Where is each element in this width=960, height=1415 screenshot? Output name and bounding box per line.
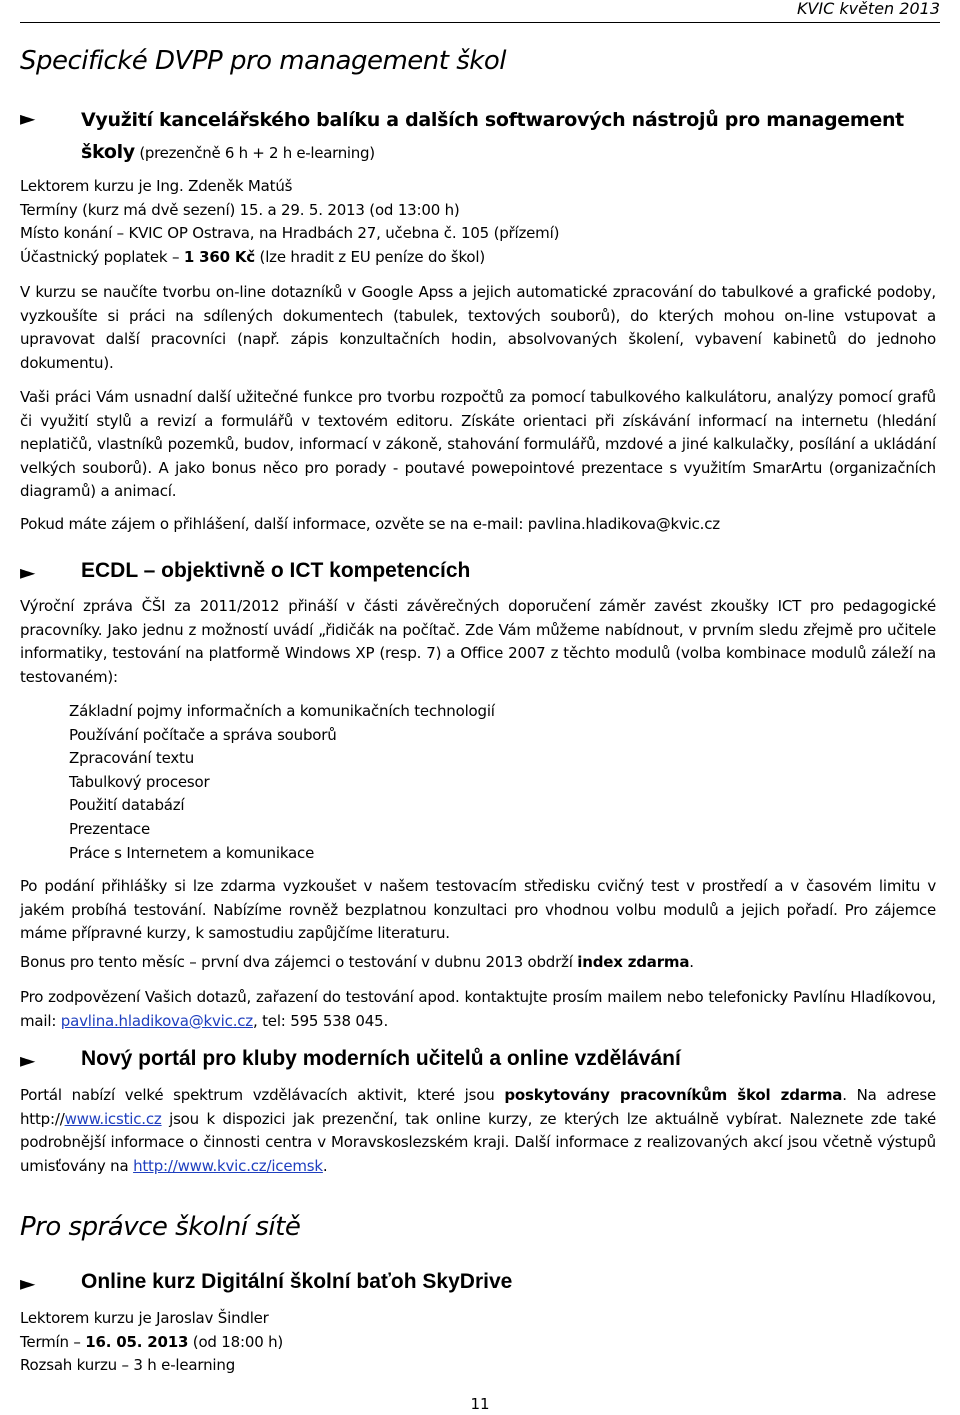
section-heading-management: Specifické DVPP pro management škol	[20, 46, 506, 76]
course-lecturer: Lektorem kurzu je Ing. Zdeněk Matúš	[20, 177, 293, 195]
course-description-2: Vaši práci Vám usnadní další užitečné funkce pro tvorbu rozpočtů za pomocí tabulkového kalkulátoru, analýzy pomocí grafů či využití stylů a revizí a formulářů v textovém editoru. Získáte orientaci při získávání informací na internetu (hledání neplatičů, vlastníků pozemků, budov, informací v zákoně, stahování formulářů, mzdové a jiné kalkulačky, posílání a ukládání velkých souborů). A jako bonus něco pro porady - poutavé powepointové prezentace s využitím SmarArtu (organizačních diagramů) a animací.	[20, 388, 936, 500]
bonus-bold: index zdarma	[577, 953, 690, 971]
skydrive-lecturer: Lektorem kurzu je Jaroslav Šindler	[20, 1309, 269, 1327]
contact-prefix: Pro zodpovězení Vašich dotazů, zařazení do testování apod. kontaktujte prosím mailem nebo telefonicky Pavlínu Hladíkovou, mail:	[20, 988, 936, 1030]
list-item: Základní pojmy informačních a komunikačních technologií	[69, 702, 495, 720]
list-item: Použití databází	[69, 796, 185, 815]
course-dates: Termíny (kurz má dvě sezení) 15. a 29. 5. 2013 (od 13:00 h)	[20, 201, 460, 219]
date-bold: 16. 05. 2013	[85, 1333, 189, 1351]
course-fee	[20, 246, 485, 270]
course-title-hours: (prezenčně 6 h + 2 h e-learning)	[134, 144, 375, 162]
course-title-skydrive: Online kurz Digitální školní baťoh SkyDrive	[81, 1270, 513, 1293]
portal-text-d: .	[322, 1156, 328, 1175]
page-header: KVIC květen 2013	[796, 0, 940, 18]
email-link[interactable]: pavlina.hladikova@kvic.cz	[60, 1011, 253, 1030]
fee-suffix: (lze hradit z EU peníze do škol)	[254, 248, 486, 266]
date-suffix: (od 18:00 h)	[188, 1333, 284, 1351]
course-title-line1: Využití kancelářského balíku a dalších softwarových nástrojů pro management	[81, 109, 904, 131]
ecdl-module-list	[69, 700, 495, 865]
bullet-arrow-icon: ►	[20, 1271, 36, 1295]
kvic-icemsk-link[interactable]: http://www.kvic.cz/icemsk	[133, 1156, 323, 1175]
course-title-line2-bold: školy	[81, 141, 135, 163]
header-rule	[20, 22, 940, 23]
section-heading-network-admin: Pro správce školní sítě	[20, 1212, 301, 1242]
list-item: Práce s Internetem a komunikace	[69, 843, 315, 862]
list-item: Zpracování textu	[69, 749, 195, 768]
portal-text-a: Portál nabízí velké spektrum vzdělávacích aktivit, které jsou	[20, 1086, 505, 1104]
bullet-arrow-icon: ►	[20, 1048, 36, 1072]
course-contact: Pokud máte zájem o přihlášení, další informace, ozvěte se na e-mail: pavlina.hladikova@kvic.cz	[20, 515, 720, 533]
course-place: Místo konání – KVIC OP Ostrava, na Hradbách 27, učebna č. 105 (přízemí)	[20, 224, 560, 242]
fee-prefix: Účastnický poplatek –	[20, 248, 184, 266]
list-item: Používání počítače a správa souborů	[69, 725, 337, 744]
course-description-1: V kurzu se naučíte tvorbu on-line dotazníků v Google Apss a jejich automatické zpracování do tabulkové a grafické podoby, vyzkoušíte si práci na sdílených dokumentech (tabulek, textových souborů), do kterých mohou on-line vstupovat a upravovat další pracovníci (např. zápis konzultačních hodin, absolvovaných školení, vybavení kabinetů do jednoho dokumentu).	[20, 283, 936, 372]
portal-text-bold: poskytovány pracovníkům škol zdarma	[504, 1086, 843, 1104]
ecdl-bonus	[20, 951, 694, 975]
course-title-office	[81, 104, 911, 169]
bullet-arrow-icon: ►	[20, 560, 36, 584]
date-prefix: Termín –	[20, 1333, 86, 1351]
ecdl-contact	[20, 986, 936, 1033]
ecdl-description: Výroční zpráva ČŠI za 2011/2012 přináší v části závěrečných doporučení záměr zavést zkoušky ICT pro pedagogické pracovníky. Jako jednu z možností uvádí „řidičák na počítač. Zde Vám můžeme nabídnout, v prvním sledu zřejmě pro učitele informatiky, testování na platformě Windows XP (resp. 7) a Office 2007 z těchto modulů (volba kombinace modulů záleží na testovaném):	[20, 597, 936, 686]
portal-text-b: . Na adrese http://	[20, 1086, 937, 1128]
fee-amount: 1 360 Kč	[183, 248, 255, 266]
list-item: Prezentace	[69, 819, 151, 838]
ecdl-test-info: Po podání přihlášky si lze zdarma vyzkoušet v našem testovacím středisku cvičný test v prostředí a v časovém limitu v jakém probíhá testování. Nabízíme rovněž bezplatnou konzultaci pro vhodnou volbu modulů a jejich pořadí. Pro zájemce máme přípravné kurzy, k samostudiu zapůjčíme literaturu.	[20, 877, 936, 942]
course-title-portal: Nový portál pro kluby moderních učitelů a online vzdělávání	[81, 1047, 681, 1070]
bonus-prefix: Bonus pro tento měsíc – první dva zájemci o testování v dubnu 2013 obdrží	[20, 953, 578, 971]
bonus-suffix: .	[689, 953, 694, 971]
course-title-ecdl: ECDL – objektivně o ICT kompetencích	[81, 559, 471, 582]
portal-description	[20, 1084, 936, 1178]
list-item: Tabulkový procesor	[69, 772, 210, 791]
skydrive-scope: Rozsah kurzu – 3 h e-learning	[20, 1356, 236, 1374]
portal-text-c: jsou k dispozici jak prezenční, tak online kurzy, ze kterých lze aktuálně vybírat. Naleznete zde také podrobnější informace o činnosti centra v Moravskoslezském kraji. Další informace z realizovaných akcí jsou včetně výstupů umisťovány na	[20, 1109, 936, 1175]
icstic-link[interactable]: www.icstic.cz	[64, 1109, 162, 1128]
contact-suffix: , tel: 595 538 045.	[252, 1011, 389, 1030]
bullet-arrow-icon: ►	[20, 106, 36, 130]
page-number: 11	[470, 1395, 490, 1413]
skydrive-date	[20, 1331, 283, 1355]
